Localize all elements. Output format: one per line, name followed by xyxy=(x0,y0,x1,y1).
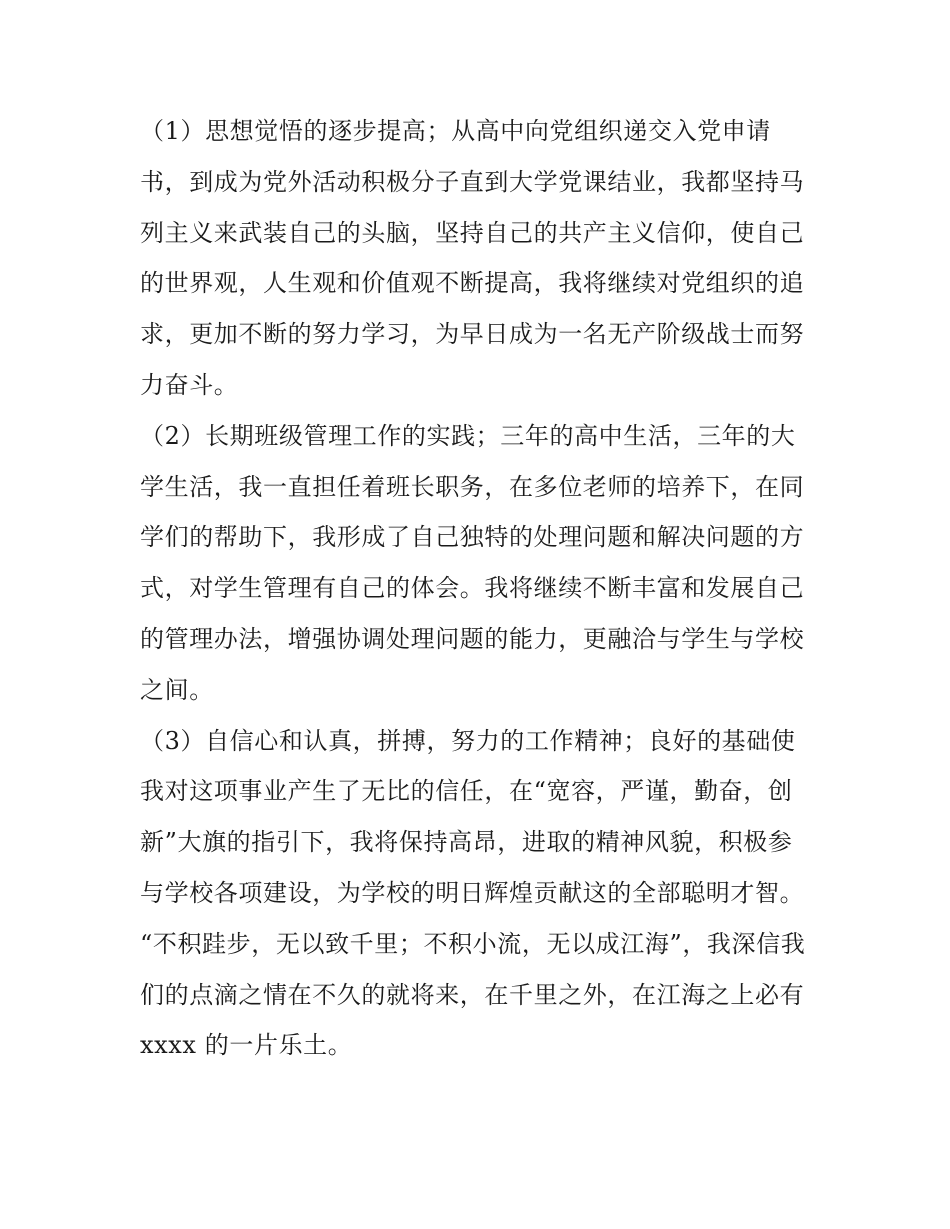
text-line: （1）思想觉悟的逐步提高；从高中向党组织递交入党申请 xyxy=(140,117,771,145)
text-line: （2）长期班级管理工作的实践；三年的高中生活，三年的大 xyxy=(140,421,796,450)
text-line: 学生活，我一直担任着班长职务，在多位老师的培养下，在同 xyxy=(140,472,805,501)
text-line: 新”大旗的指引下，我将保持高昂，进取的精神风貌，积极参 xyxy=(140,828,793,857)
text-line: 式，对学生管理有自己的体会。我将继续不断丰富和发展自己 xyxy=(140,574,805,603)
text-line: “不积跬步，无以致千里；不积小流，无以成江海”，我深信我 xyxy=(140,929,806,958)
text-line: 的管理办法，增强协调处理问题的能力，更融洽与学生与学校 xyxy=(140,624,805,653)
text-line: （3）自信心和认真，拼搏，努力的工作精神；良好的基础使 xyxy=(140,726,796,755)
text-line: 力奋斗。 xyxy=(140,370,239,399)
text-line: 列主义来武装自己的头脑，坚持自己的共产主义信仰，使自己 xyxy=(140,218,805,247)
text-line: 之间。 xyxy=(140,675,214,704)
text-line: 书，到成为党外活动积极分子直到大学党课结业，我都坚持马 xyxy=(140,167,805,196)
text-line: 与学校各项建设，为学校的明日辉煌贡献这的全部聪明才智。 xyxy=(140,878,805,907)
text-line: 们的点滴之情在不久的就将来，在千里之外，在江海之上必有 xyxy=(140,980,805,1009)
text-line: 求，更加不断的努力学习，为早日成为一名无产阶级战士而努 xyxy=(140,320,805,349)
text-line: 的世界观，人生观和价值观不断提高，我将继续对党组织的追 xyxy=(140,269,805,298)
text-line: xxxx 的一片乐土。 xyxy=(140,1031,353,1060)
text-line: 学们的帮助下，我形成了自己独特的处理问题和解决问题的方 xyxy=(140,523,805,552)
body-text xyxy=(140,106,820,1071)
text-line: 我对这项事业产生了无比的信任，在“宽容，严谨，勤奋，创 xyxy=(140,777,793,806)
